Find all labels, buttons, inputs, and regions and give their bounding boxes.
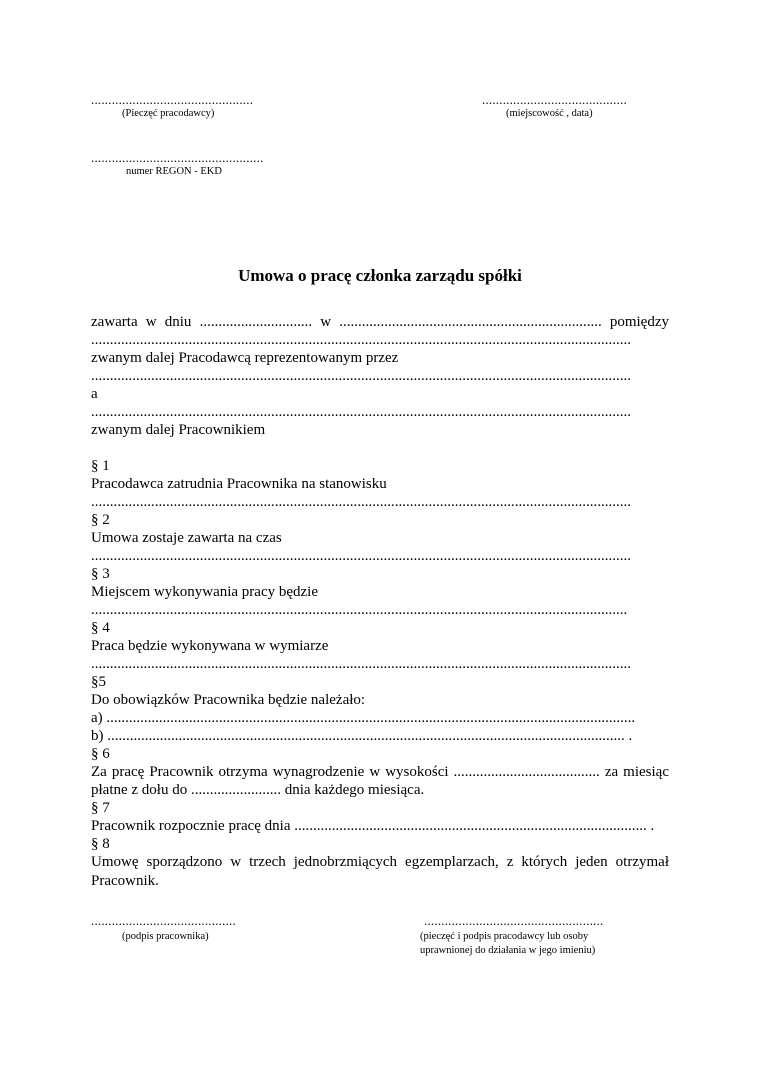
section-4-text: Praca będzie wykonywana w wymiarze [91, 638, 329, 654]
employee-clause: zwanym dalej Pracownikiem [91, 422, 266, 438]
section-2-text: Umowa zostaje zawarta na czas [91, 530, 282, 546]
duty-item-a: a) ............................................................................................................................................. [91, 710, 636, 726]
blank-line: ................................................................................................................................................ [91, 368, 631, 384]
regon-caption: numer REGON - EKD [126, 166, 222, 177]
employee-signature-caption: (podpis pracownika) [122, 931, 209, 942]
employee-signature-line: .......................................... [91, 913, 236, 928]
blank-line: ................................................................................................................................................ [91, 332, 631, 348]
place-date-caption: (miejscowość , data) [506, 108, 593, 119]
section-5-text: Do obowiązków Pracownika będzie należało: [91, 692, 366, 708]
employer-signature-caption-2: uprawnionej do działania w jego imieniu) [420, 945, 596, 956]
blank-line: ................................................................................................................................................ [91, 494, 631, 510]
section-8-text: Umowę sporządzono w trzech jednobrzmiących egzemplarzach, z których jeden otrzymał Pracownik. [91, 854, 669, 889]
section-1-text: Pracodawca zatrudnia Pracownika na stanowisku [91, 476, 387, 492]
section-7-heading: § 7 [91, 800, 110, 816]
section-2-heading: § 2 [91, 512, 110, 528]
employer-clause: zwanym dalej Pracodawcą reprezentowanym przez [91, 350, 399, 366]
section-6-text-cont: płatne z dołu do ........................ dnia każdego miesiąca. [91, 782, 425, 798]
section-5-heading: §5 [91, 674, 106, 690]
and-word: a [91, 386, 98, 402]
employer-signature-caption: (pieczęć i podpis pracodawcy lub osoby [420, 931, 589, 942]
section-4-heading: § 4 [91, 620, 110, 636]
section-7-text: Pracownik rozpocznie pracę dnia .............................................................................................. . [91, 818, 655, 834]
section-3-text: Miejscem wykonywania pracy będzie [91, 584, 318, 600]
section-3-heading: § 3 [91, 566, 110, 582]
duty-item-b: b) .......................................................................................................................................... . [91, 728, 633, 744]
blank-line: ................................................................................................................................................ [91, 548, 631, 564]
section-8-heading: § 8 [91, 836, 110, 852]
section-6-text: Za pracę Pracownik otrzyma wynagrodzenie w wysokości ....................................... za miesiąc [91, 764, 669, 780]
document-title: Umowa o pracę członka zarządu spółki [238, 266, 522, 285]
employer-stamp-caption: (Pieczęć pracodawcy) [122, 108, 215, 119]
blank-line: ................................................................................................................................................ [91, 656, 631, 672]
concluded-on-line: zawarta w dniu .............................. w ...................................................................... pomiędzy [91, 314, 669, 330]
section-1-heading: § 1 [91, 458, 110, 474]
contract-body [91, 313, 669, 891]
blank-line: ............................................................................................................................................... [91, 602, 628, 618]
regon-line: .................................................. [91, 150, 264, 165]
employer-signature-line: .................................................... [424, 913, 604, 928]
employer-stamp-line: ............................................... [91, 92, 254, 107]
place-date-line: .......................................... [482, 92, 627, 107]
section-6-heading: § 6 [91, 746, 110, 762]
blank-line: ................................................................................................................................................ [91, 404, 631, 420]
